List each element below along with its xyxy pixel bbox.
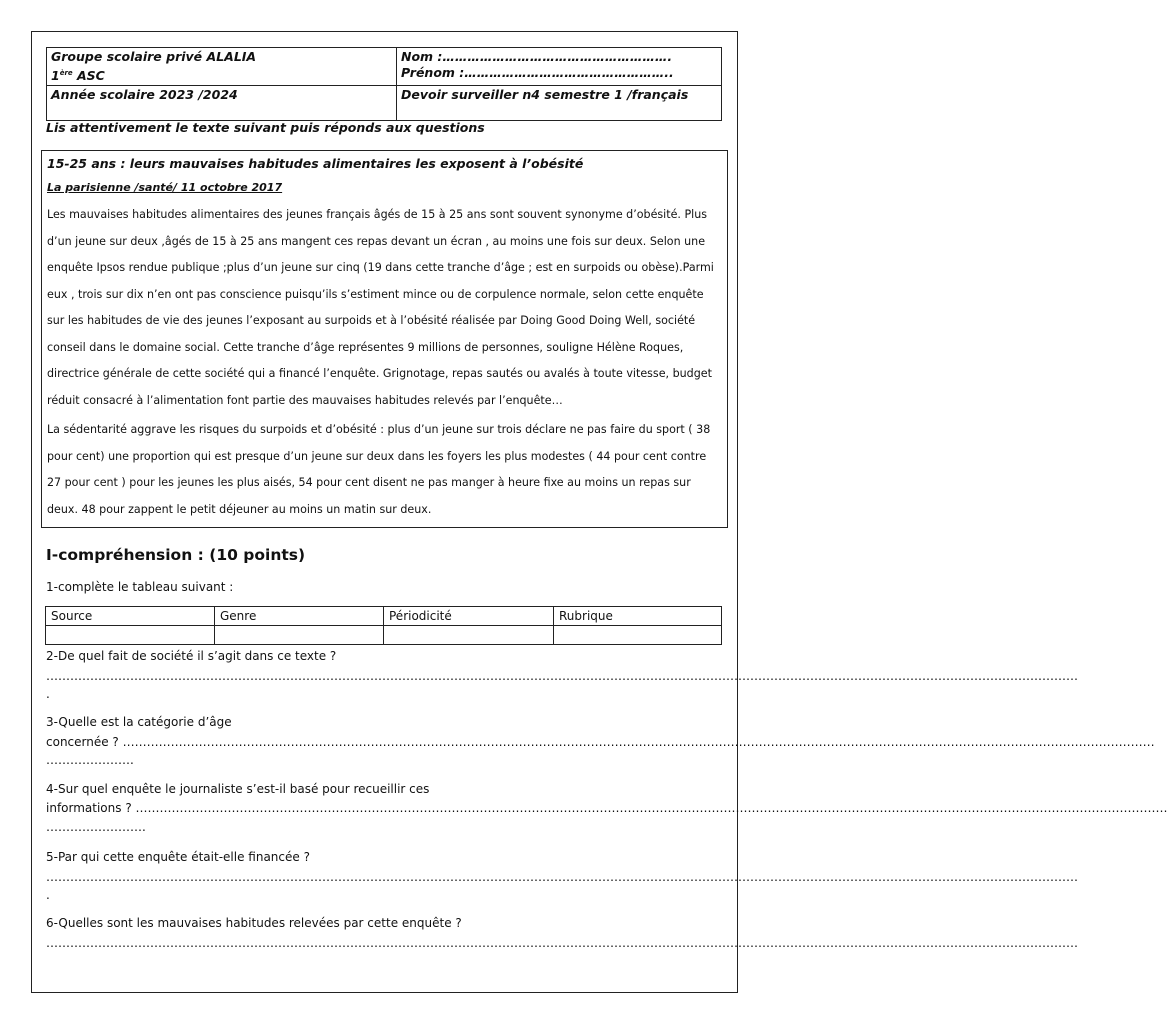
table-header: Périodicité (384, 607, 554, 626)
question-4: 4-Sur quel enquête le journaliste s’est-il basé pour recueillir ces (46, 782, 430, 796)
question-6: 6-Quelles sont les mauvaises habitudes relevées par cette enquête ? (46, 916, 462, 930)
table-header: Source (46, 607, 215, 626)
answer-line-2-end: . (46, 687, 50, 701)
question-5: 5-Par qui cette enquête était-elle financée ? (46, 850, 310, 864)
answer-line-6[interactable]: …………………………………………………………………………………………………………………………………………………………………………………………………………………………………… (46, 936, 1078, 950)
table-answer-row (46, 626, 722, 645)
answer-line-3[interactable]: concernée ? …………………………………………………………………………………………………………………………………………………………………………………………………………………………………… (46, 735, 1155, 749)
answer-line-2[interactable]: …………………………………………………………………………………………………………………………………………………………………………………………………………………………………… (46, 669, 1078, 683)
nom-field[interactable]: Nom :………………………………………………. (401, 49, 673, 64)
question-3: 3-Quelle est la catégorie d’âge (46, 715, 232, 729)
answer-line-4-end: ……………………. (46, 820, 146, 834)
answer-cell-periodicite[interactable] (384, 626, 554, 645)
header-table (46, 47, 722, 121)
answer-line-5-end: . (46, 888, 50, 902)
article-paragraph-1: Les mauvaises habitudes alimentaires des jeunes français âgés de 15 à 25 ans sont souvent synonyme d’obésité. Plus d’un jeune sur deux ,âgés de 15 à 25 ans mangent ces repas devant un écran , au moins une fois sur deux. Selon une enquête Ipsos rendue publique ;plus d’un jeune sur cinq (19 dans cette tranche d’âge ; est en surpoids ou obèse).Parmi eux , trois sur dix n’en ont pas conscience puisqu’ils s’estiment mince ou de corpulence normale, selon cette enquête sur les habitudes de vie des jeunes l’exposant au surpoids et à l’obésité réalisée par Doing Good Doing Well, société conseil dans le domaine social. Cette tranche d’âge représentes 9 millions de personnes, souligne Hélène Roques, directrice générale de cette société qui a financé l’enquête. Grignotage, repas sautés ou avalés à toute vitesse, budget réduit consacré à l’alimentation font partie des mauvaises habitudes relevés par l’enquête… (47, 208, 714, 407)
school-cell (47, 48, 397, 86)
question-1: 1-complète le tableau suivant : (46, 580, 234, 594)
class-name: 1ère ASC (51, 68, 105, 83)
answer-cell-rubrique[interactable] (554, 626, 722, 645)
question-2: 2-De quel fait de société il s’agit dans ce texte ? (46, 649, 337, 663)
table-header: Rubrique (554, 607, 722, 626)
prenom-field[interactable]: Prénom :………………………………………….. (401, 65, 674, 80)
school-year: Année scolaire 2023 /2024 (47, 86, 397, 121)
table-header-row (46, 607, 722, 626)
answer-line-5[interactable]: …………………………………………………………………………………………………………………………………………………………………………………………………………………………………… (46, 870, 1078, 884)
student-cell (397, 48, 722, 86)
answer-cell-genre[interactable] (215, 626, 384, 645)
table-header: Genre (215, 607, 384, 626)
answer-table (45, 606, 722, 645)
answer-line-3-end: …………………. (46, 753, 134, 767)
article-source: La parisienne /santé/ 11 octobre 2017 (47, 181, 283, 194)
section-title: I-compréhension : (10 points) (46, 546, 306, 564)
answer-line-4[interactable]: informations ? …………………………………………………………………………………………………………………………………………………………………………………………………………………………………… (46, 801, 1168, 815)
article-box (41, 150, 728, 528)
article-title: 15-25 ans : leurs mauvaises habitudes alimentaires les exposent à l’obésité (47, 156, 584, 171)
devoir-title: Devoir surveiller n4 semestre 1 /français (397, 86, 722, 121)
school-name: Groupe scolaire privé ALALIA (51, 49, 257, 64)
article-paragraph-2: La sédentarité aggrave les risques du surpoids et d’obésité : plus d’un jeune sur trois déclare ne pas faire du sport ( 38 pour cent) une proportion qui est presque d’un jeune sur deux dans les foyers les plus modestes ( 44 pour cent contre 27 pour cent ) pour les jeunes les plus aisés, 54 pour cent disent ne pas manger à heure fixe au moins un repas sur deux. 48 pour zappent le petit déjeuner au moins un matin sur deux. (47, 423, 711, 516)
answer-cell-source[interactable] (46, 626, 215, 645)
instruction: Lis attentivement le texte suivant puis réponds aux questions (46, 120, 485, 135)
